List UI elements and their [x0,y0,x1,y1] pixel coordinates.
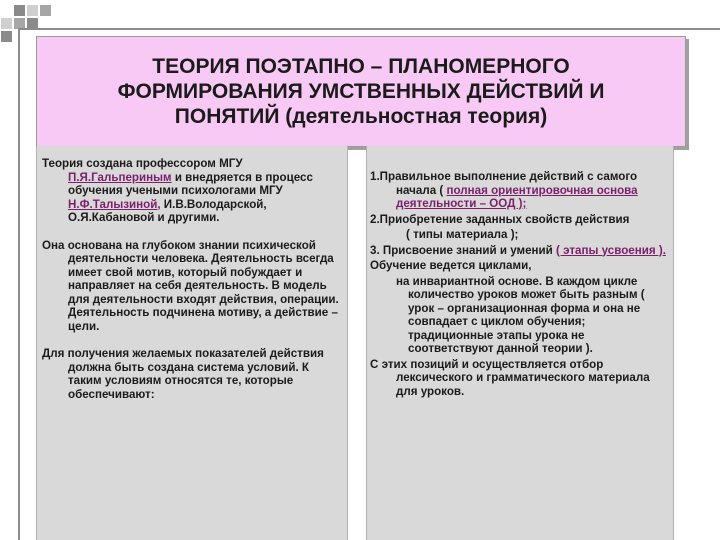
link-stages[interactable]: ( этапы усвоения ). [556,243,666,257]
list-item [370,244,668,258]
text: 1.Правильное выполнение действий с самого начала ( [370,170,638,197]
list-item-sub: ( типы материала ); [406,228,519,241]
paragraph-conditions: Для получения желаемых показателей действия должна быть создана система условий. К таким условиям относятся те, которые обеспечивают: [42,347,324,401]
paragraph-basis: Она основана на глубоком знании психической деятельности человека. Деятельность всегда имеет свой мотив, который побуждает и направляет на себя деятельность. В модель для деятельности входят действия, операции. Деятельность подчинена мотиву, а действие – цели. [42,238,339,333]
decor-square [27,5,38,16]
title-line: ФОРМИРОВАНИЯ УМСТВЕННЫХ ДЕЙСТВИЙ И [117,80,605,103]
decor-square [40,5,51,16]
title-line: ТЕОРИЯ ПОЭТАПНО – ПЛАНОМЕРНОГО [152,55,570,78]
title-line: ПОНЯТИЙ (деятельностная теория) [174,105,548,128]
text: Теория создана профессором МГУ [42,157,243,170]
paragraph-origin [42,157,342,225]
list-item: С этих позиций и осуществляется отбор лексического и грамматического материала для уроков. [370,357,650,398]
right-column [370,170,668,400]
decor-horizontal-rule [18,28,720,30]
list-item: 2.Приобретение заданных свойств действия [370,212,630,226]
title-box [36,36,686,147]
link-ood[interactable]: полная ориентировочная основа деятельности – ООД ); [396,183,638,210]
decor-square [1,18,12,29]
left-column [42,157,342,401]
list-item-sub: на инвариантной основе. В каждом цикле количество уроков может быть разным ( урок – организационная форма и она не совпадает с циклом обучения; традиционные этапы урока не соответствуют данной теории ). [396,274,645,355]
link-galperin[interactable]: П.Я.Гальпериным [68,170,172,184]
page-title [118,54,605,129]
link-talyzina[interactable]: Н.Ф.Талызиной, [68,197,161,211]
text: И.В.Володарской, О.Я.Кабановой и другими. [68,197,267,224]
decor-square [1,31,12,42]
list-item: Обучение ведется циклами, [370,259,532,272]
list-item [370,170,668,211]
decor-square [14,5,25,16]
text: 3. Присвоение знаний и умений [370,243,557,257]
text: и внедряется в процесс обучения учеными психологами МГУ [68,170,313,197]
decor-vertical-rule [18,30,20,540]
